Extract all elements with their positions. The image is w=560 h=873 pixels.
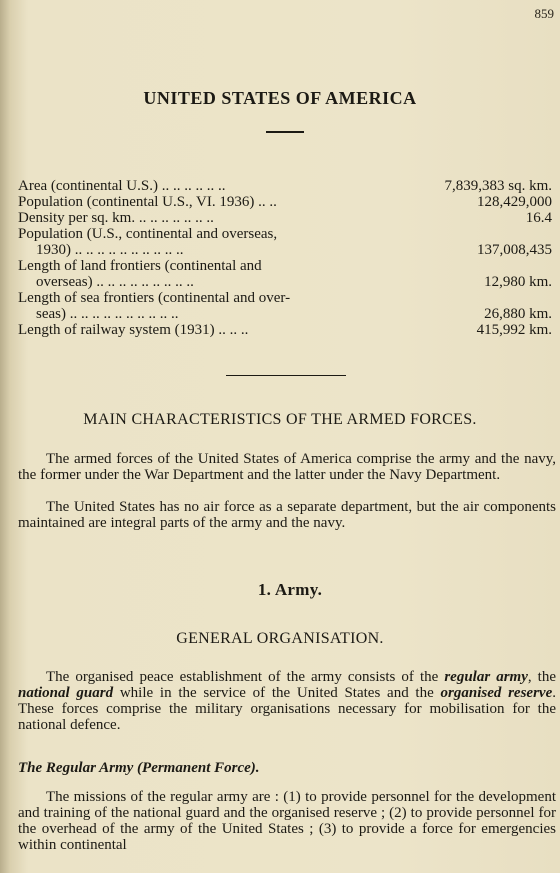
stat-row <box>18 210 558 226</box>
stat-label: Population (continental U.S., VI. 1936) .. .. <box>18 194 277 210</box>
stat-value: 12,980 km. <box>484 274 552 290</box>
stat-label: Length of land frontiers (continental and <box>18 258 262 274</box>
paragraph-peace-establishment <box>18 669 556 733</box>
title-divider <box>266 131 304 133</box>
term-national-guard: national guard <box>18 685 114 701</box>
stat-row <box>18 194 558 210</box>
page-title: UNITED STATES OF AMERICA <box>143 88 417 108</box>
stat-row <box>18 290 558 306</box>
section-heading-general-organisation: GENERAL ORGANISATION. <box>176 630 384 647</box>
subheading-regular-army: The Regular Army (Permanent Force). <box>18 760 260 776</box>
section-heading-army: 1. Army. <box>257 580 323 599</box>
paragraph-missions: The missions of the regular army are : (1) to provide personnel for the development and training of the national guard and the organised reserve ; (2) to provide personnel for the overhead of the army of the United States ; (3) to provide a force for emergencies within continental <box>18 789 556 853</box>
paragraph-air-force: The United States has no air force as a separate department, but the air components maintained are integral parts of the army and the navy. <box>18 499 556 531</box>
text-fragment: , the <box>527 669 556 685</box>
stat-row <box>18 226 558 242</box>
stat-label: Area (continental U.S.) .. .. .. .. .. .. <box>18 178 226 194</box>
stat-label: overseas) .. .. .. .. .. .. .. .. .. <box>36 274 194 290</box>
stat-value: 16.4 <box>525 210 552 226</box>
stat-label: Density per sq. km. .. .. .. .. .. .. .. <box>18 210 214 226</box>
stat-value: 7,839,383 sq. km. <box>444 178 552 194</box>
term-organised-reserve: organised reserve <box>440 685 553 701</box>
stat-label: Length of sea frontiers (continental and over- <box>18 290 291 306</box>
section-divider <box>226 375 346 376</box>
term-regular-army: regular army <box>444 669 528 685</box>
paragraph-armed-forces: The armed forces of the United States of America comprise the army and the navy, the former under the War Department and the latter under the Navy Department. <box>18 451 556 483</box>
stat-row <box>18 274 558 290</box>
text-fragment: The organised peace establishment of the army consists of the <box>46 669 445 685</box>
stat-row <box>18 322 558 338</box>
stat-row <box>18 258 558 274</box>
stat-row <box>18 178 558 194</box>
stat-label: seas) .. .. .. .. .. .. .. .. .. .. <box>36 306 179 322</box>
text-fragment: . These forces comprise the military organisations necessary for mobilisation for the national defence. <box>18 685 556 733</box>
stat-value: 415,992 km. <box>476 322 552 338</box>
text-fragment: while in the service of the United States and the <box>113 685 441 701</box>
statistics-table <box>18 178 558 338</box>
page-number: 859 <box>534 6 554 21</box>
stat-value: 128,429,000 <box>477 194 552 210</box>
stat-value: 137,008,435 <box>477 242 552 258</box>
stat-row <box>18 242 558 258</box>
stat-label: Length of railway system (1931) .. .. .. <box>18 322 249 338</box>
stat-label: 1930) .. .. .. .. .. .. .. .. .. .. <box>36 242 184 258</box>
section-heading-armed-forces: MAIN CHARACTERISTICS OF THE ARMED FORCES. <box>83 411 477 428</box>
stat-label: Population (U.S., continental and overseas, <box>18 226 278 242</box>
stat-row <box>18 306 558 322</box>
stat-value: 26,880 km. <box>484 306 552 322</box>
